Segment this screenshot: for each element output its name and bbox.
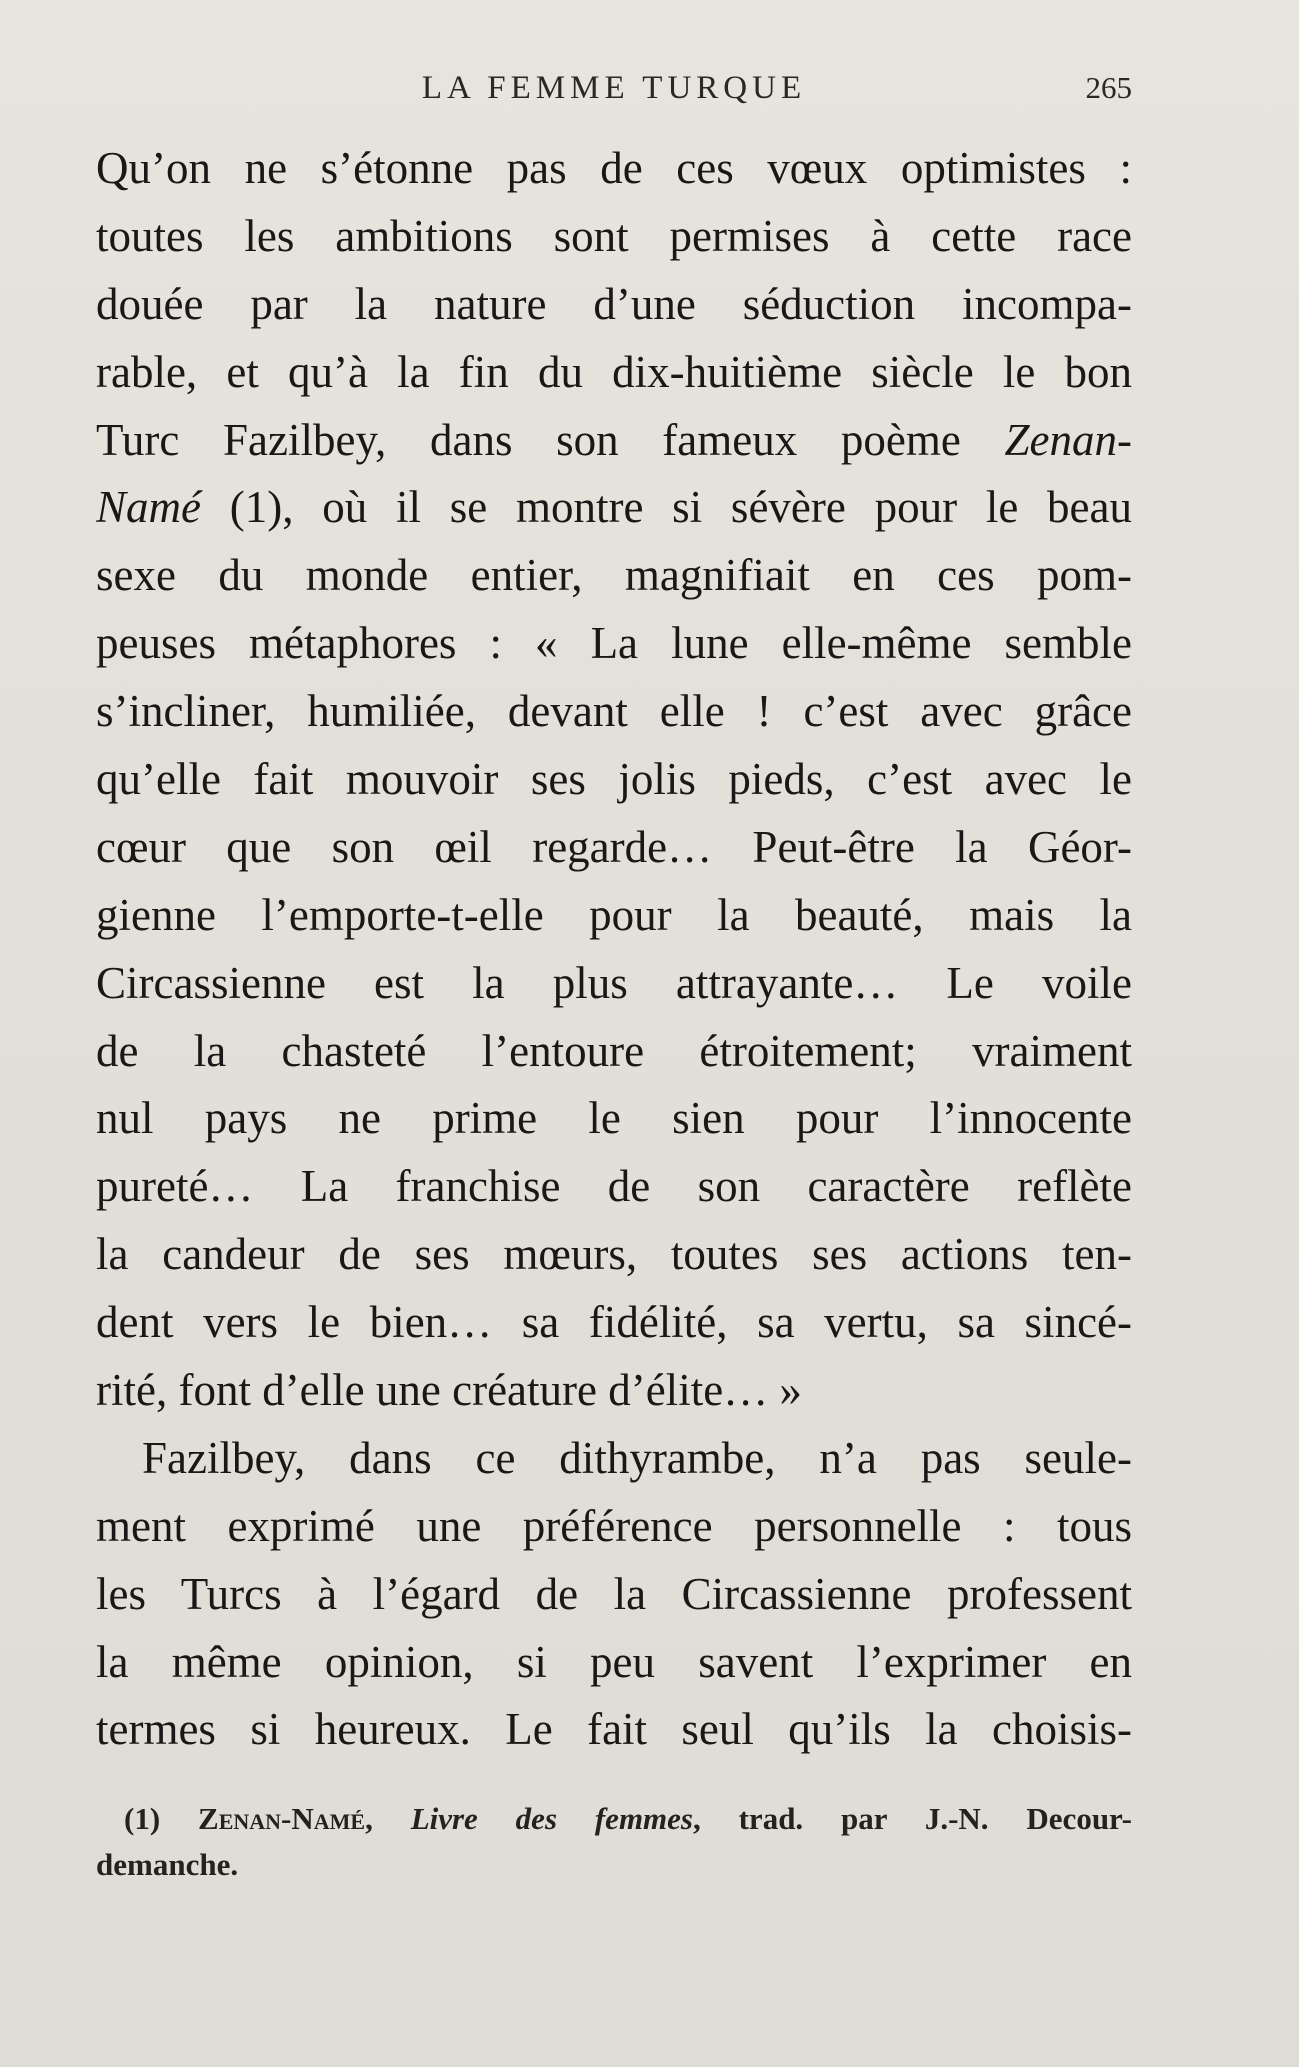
- text-line: sexe du monde entier, magnifiait en ces pom-: [96, 550, 1132, 601]
- footnote: [96, 1796, 1132, 1888]
- text-line: termes si heureux. Le fait seul qu’ils la choisis-: [96, 1704, 1132, 1755]
- text-line: Fazilbey, dans ce dithyrambe, n’a pas seule-: [142, 1432, 1132, 1483]
- footnote-line: (1) Zenan-Namé, Livre des femmes, trad. par J.-N. Decour-: [124, 1801, 1132, 1836]
- running-head: [96, 66, 1132, 116]
- text-line: Turc Fazilbey, dans son fameux poème Zenan-: [96, 414, 1132, 465]
- text-line: la même opinion, si peu savent l’exprimer en: [96, 1636, 1132, 1687]
- text-line: gienne l’emporte-t-elle pour la beauté, mais la: [96, 889, 1132, 940]
- text-line: toutes les ambitions sont permises à cette race: [96, 210, 1132, 261]
- body-text: [96, 135, 1132, 1764]
- text-line: dent vers le bien… sa fidélité, sa vertu, sa sincé-: [96, 1297, 1132, 1348]
- text-line: pureté… La franchise de son caractère reflète: [96, 1161, 1132, 1212]
- text-line: qu’elle fait mouvoir ses jolis pieds, c’est avec le: [96, 754, 1132, 805]
- running-title: LA FEMME TURQUE: [421, 70, 807, 106]
- text-line: nul pays ne prime le sien pour l’innocente: [96, 1093, 1132, 1144]
- text-line: peuses métaphores : « La lune elle-même semble: [96, 618, 1132, 669]
- text-line: Circassienne est la plus attrayante… Le voile: [96, 957, 1132, 1008]
- text-line: ment exprimé une préférence personnelle : tous: [96, 1500, 1132, 1551]
- text-line: les Turcs à l’égard de la Circassienne professent: [96, 1568, 1132, 1619]
- text-line: Namé (1), où il se montre si sévère pour le beau: [96, 482, 1132, 533]
- text-line: rité, font d’elle une créature d’élite… »: [96, 1365, 802, 1416]
- footnote-italic: Livre des femmes: [410, 1801, 693, 1836]
- text-line: Qu’on ne s’étonne pas de ces vœux optimistes :: [96, 143, 1132, 193]
- text-line: de la chasteté l’entoure étroitement; vraiment: [96, 1025, 1132, 1076]
- text-line: rable, et qu’à la fin du dix-huitième siècle le bon: [96, 346, 1132, 397]
- text-line: la candeur de ses mœurs, toutes ses actions ten-: [96, 1229, 1132, 1280]
- italic-title: Zenan-: [1004, 414, 1132, 465]
- text-line: cœur que son œil regarde… Peut-être la Géor-: [96, 821, 1132, 872]
- text-line: douée par la nature d’une séduction incompa-: [96, 278, 1132, 329]
- footnote-line: demanche.: [96, 1847, 239, 1882]
- page-number: 265: [1085, 70, 1132, 105]
- footnote-title: Zenan-Namé: [198, 1801, 366, 1836]
- italic-title: Namé: [96, 482, 201, 533]
- text-line: s’incliner, humiliée, devant elle ! c’est avec grâce: [96, 686, 1132, 737]
